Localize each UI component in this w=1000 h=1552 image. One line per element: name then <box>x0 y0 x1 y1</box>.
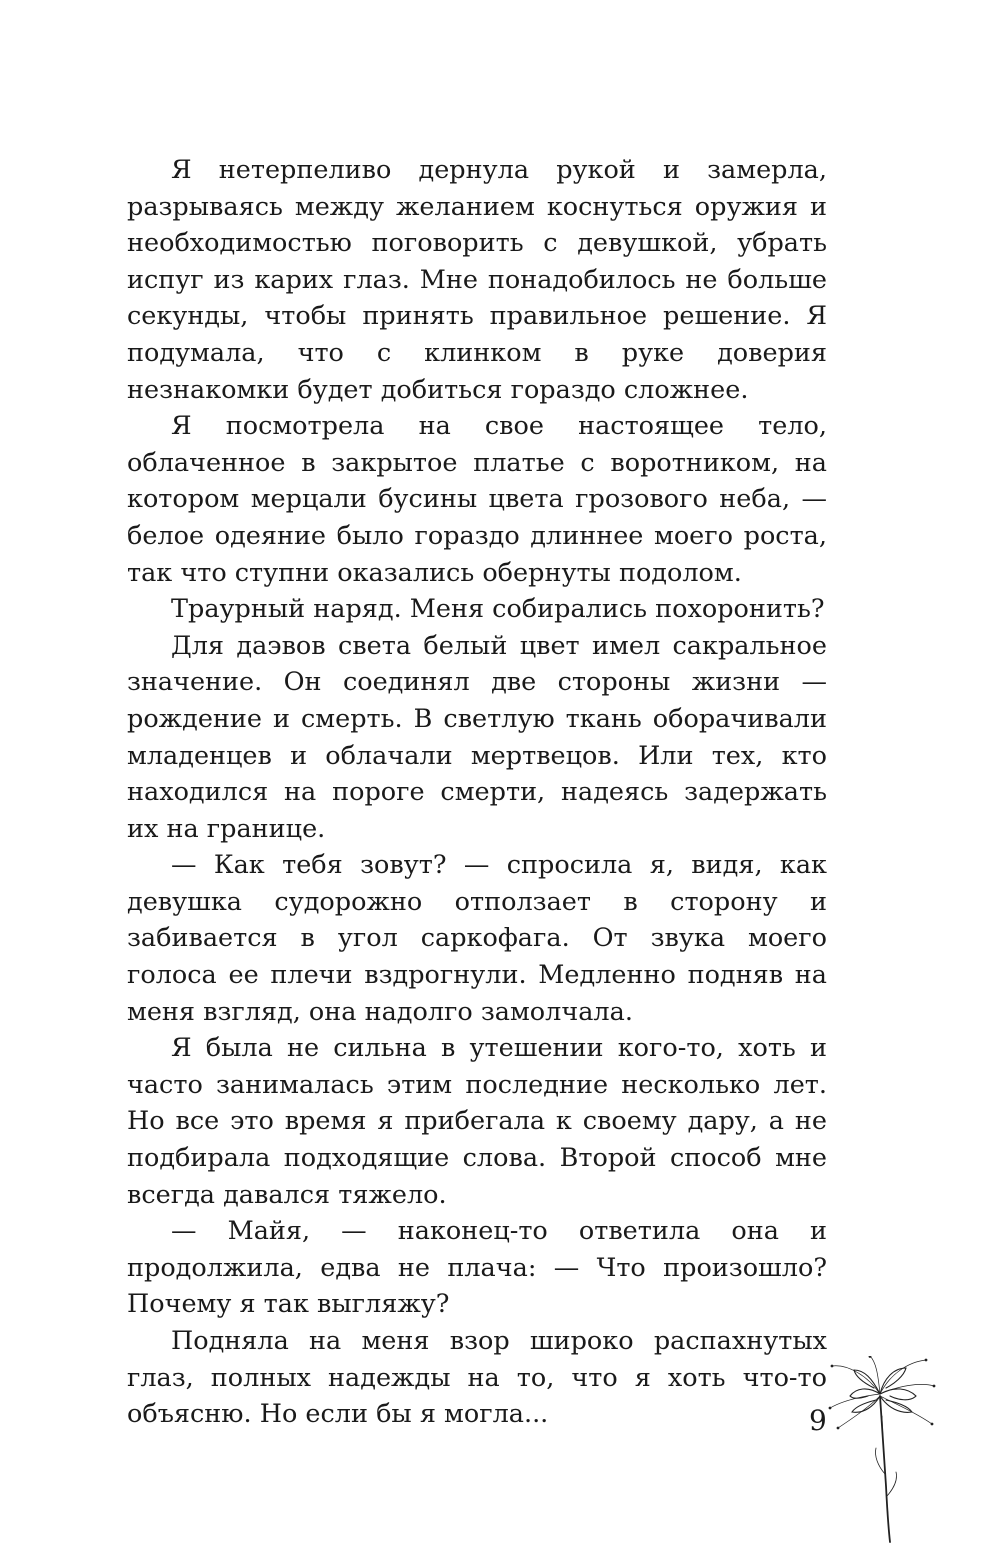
body-text <box>127 152 827 1433</box>
paragraph-6: Я была не сильна в утешении кого-то, хоть и часто занималась этим последние несколько лет. Но все это время я прибегала к своему дару, а не подбирала подходящие слова. Второй способ мне всегда давался тяжело. <box>127 1033 827 1210</box>
paragraph-7: — Майя, — наконец-то ответила она и продолжила, едва не плача: — Что произошло? Почему я так выгляжу? <box>127 1216 827 1320</box>
page-number: 9 <box>809 1404 827 1437</box>
paragraph-8: Подняла на меня взор широко распахнутых глаз, полных надежды на то, что я хоть что-то объясню. Но если бы я могла... <box>127 1326 827 1430</box>
paragraph-3: Траурный наряд. Меня собирались похоронить? <box>171 594 825 625</box>
lily-flower-icon <box>828 1356 938 1546</box>
paragraph-1: Я нетерпеливо дернула рукой и замерла, разрываясь между желанием коснуться оружия и необходимостью поговорить с девушкой, убрать испуг из карих глаз. Мне понадобилось не больше секунды, чтобы принять правильное решение. Я подумала, что с клинком в руке доверия незнакомки будет добиться гораздо сложнее. <box>127 155 827 405</box>
paragraph-4: Для даэвов света белый цвет имел сакральное значение. Он соединял две стороны жизни — рождение и смерть. В светлую ткань оборачивали младенцев и облачали мертвецов. Или тех, кто находился на пороге смерти, надеясь задержать их на границе. <box>127 630 827 844</box>
paragraph-5: — Как тебя зовут? — спросила я, видя, как девушка судорожно отползает в сторону и забивается в угол саркофага. От звука моего голоса ее плечи вздрогнули. Медленно подняв на меня взгляд, она надолго замолчала. <box>127 850 827 1027</box>
paragraph-2: Я посмотрела на свое настоящее тело, облаченное в закрытое платье с воротником, на котором мерцали бусины цвета грозового неба, — белое одеяние было гораздо длиннее моего роста, так что ступни оказались обернуты подолом. <box>127 411 827 588</box>
